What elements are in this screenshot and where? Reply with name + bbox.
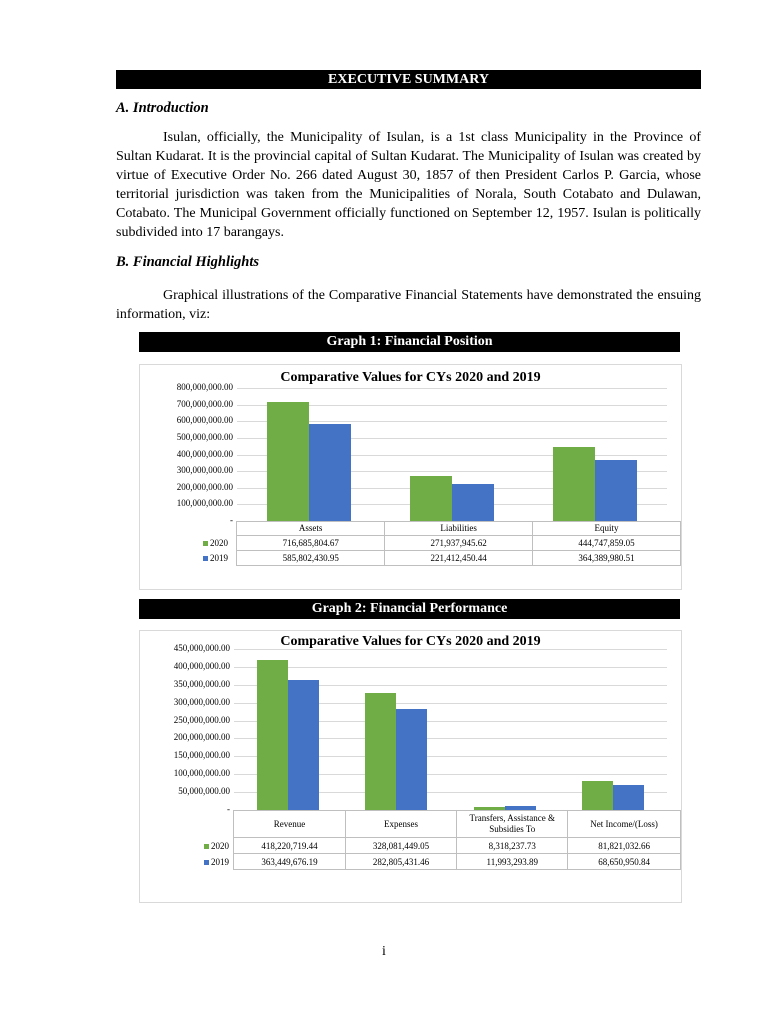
y-tick-label: - — [230, 515, 233, 525]
bar-2019-2 — [595, 460, 637, 521]
category-label: Assets — [237, 522, 385, 536]
introduction-paragraph: Isulan, officially, the Municipality of Isulan, is a 1st class Municipality in the Province of Sultan Kudarat. It is the provincial capital of Sultan Kudarat. The Municipality of Isulan was created by virtue of Executive Order No. 266 dated August 30, 1857 of then President Carlos P. Garcia, whose territorial jurisdiction was taken from the Municipalities of Norala, South Cotabato and Dulawan, Cotabato. The Municipal Government officially functioned on September 12, 1957. Isulan is politically subdivided into 17 barangays. — [116, 130, 701, 240]
y-tick-label: 200,000,000.00 — [173, 732, 230, 743]
data-label: 364,389,980.51 — [533, 551, 681, 566]
y-tick-label: 400,000,000.00 — [173, 660, 230, 671]
data-label: 585,802,430.95 — [237, 551, 385, 566]
legend-entry — [203, 551, 237, 566]
graph1-banner: Graph 1: Financial Position — [139, 332, 680, 352]
bar-2020-1 — [410, 476, 452, 521]
bar-2020-0 — [257, 660, 288, 810]
legend-entry — [204, 854, 234, 870]
legend-key — [203, 541, 208, 546]
data-label: 363,449,676.19 — [234, 854, 346, 870]
legend-key — [204, 860, 209, 865]
bar-2019-1 — [396, 709, 427, 810]
data-table — [204, 810, 681, 870]
data-label: 271,937,945.62 — [385, 536, 533, 551]
chart-title: Comparative Values for CYs 2020 and 2019 — [280, 634, 541, 649]
legend-key — [204, 844, 209, 849]
y-tick-label: 150,000,000.00 — [173, 750, 230, 761]
y-tick-label: 600,000,000.00 — [176, 415, 233, 426]
legend-entry — [203, 536, 237, 551]
data-label: 444,747,859.05 — [533, 536, 681, 551]
gridline — [237, 388, 667, 389]
data-label: 418,220,719.44 — [234, 838, 346, 854]
category-label: Expenses — [345, 811, 457, 838]
data-label: 716,685,804.67 — [237, 536, 385, 551]
y-tick-label: 500,000,000.00 — [176, 431, 233, 442]
category-label: Net Income/(Loss) — [568, 811, 681, 838]
bar-2019-3 — [613, 785, 644, 810]
data-label: 221,412,450.44 — [385, 551, 533, 566]
financial-highlights-paragraph: Graphical illustrations of the Comparative Financial Statements have demonstrated the ensuing information, viz: — [116, 288, 701, 322]
y-tick-label: 50,000,000.00 — [178, 786, 230, 797]
page-number: i — [382, 944, 386, 959]
category-label: Liabilities — [385, 522, 533, 536]
data-label: 68,650,950.84 — [568, 854, 681, 870]
data-label: 328,081,449.05 — [345, 838, 457, 854]
y-tick-label: 450,000,000.00 — [173, 643, 230, 653]
bar-2019-0 — [288, 680, 319, 810]
financial-performance-chart — [139, 630, 682, 903]
y-tick-label: 100,000,000.00 — [173, 768, 230, 779]
y-tick-label: 100,000,000.00 — [176, 498, 233, 509]
y-tick-label: 250,000,000.00 — [173, 714, 230, 725]
gridline — [234, 667, 667, 668]
data-table — [203, 521, 681, 566]
category-label: Equity — [533, 522, 681, 536]
bar-2020-1 — [365, 693, 396, 810]
y-tick-label: 300,000,000.00 — [173, 696, 230, 707]
y-tick-label: 200,000,000.00 — [176, 481, 233, 492]
bar-2020-3 — [582, 781, 613, 810]
bar-2020-0 — [267, 402, 309, 521]
data-label: 11,993,293.89 — [457, 854, 568, 870]
introduction-heading: A. Introduction — [116, 100, 209, 116]
data-label: 282,805,431.46 — [345, 854, 457, 870]
legend-key — [203, 556, 208, 561]
data-label: 81,821,032.66 — [568, 838, 681, 854]
financial-highlights-heading: B. Financial Highlights — [116, 254, 260, 270]
chart-title: Comparative Values for CYs 2020 and 2019 — [280, 370, 541, 385]
legend-label: 2020 — [211, 840, 229, 851]
bar-2019-1 — [452, 484, 494, 521]
data-label: 8,318,237.73 — [457, 838, 568, 854]
bar-2019-0 — [309, 424, 351, 521]
y-tick-label: 350,000,000.00 — [173, 678, 230, 689]
executive-summary-banner: EXECUTIVE SUMMARY — [116, 70, 701, 89]
y-tick-label: 700,000,000.00 — [176, 398, 233, 409]
financial-position-chart — [139, 364, 682, 590]
y-tick-label: - — [227, 804, 230, 814]
legend-label: 2019 — [211, 856, 229, 867]
bar-2020-2 — [553, 447, 595, 521]
y-tick-label: 800,000,000.00 — [176, 382, 233, 392]
category-label: Transfers, Assistance & Subsidies To — [457, 811, 568, 838]
y-tick-label: 400,000,000.00 — [176, 448, 233, 459]
graph2-banner: Graph 2: Financial Performance — [139, 599, 680, 619]
legend-label: 2019 — [210, 553, 228, 563]
category-label: Revenue — [234, 811, 346, 838]
legend-label: 2020 — [210, 538, 228, 548]
y-tick-label: 300,000,000.00 — [176, 465, 233, 476]
legend-entry — [204, 838, 234, 854]
gridline — [234, 649, 667, 650]
